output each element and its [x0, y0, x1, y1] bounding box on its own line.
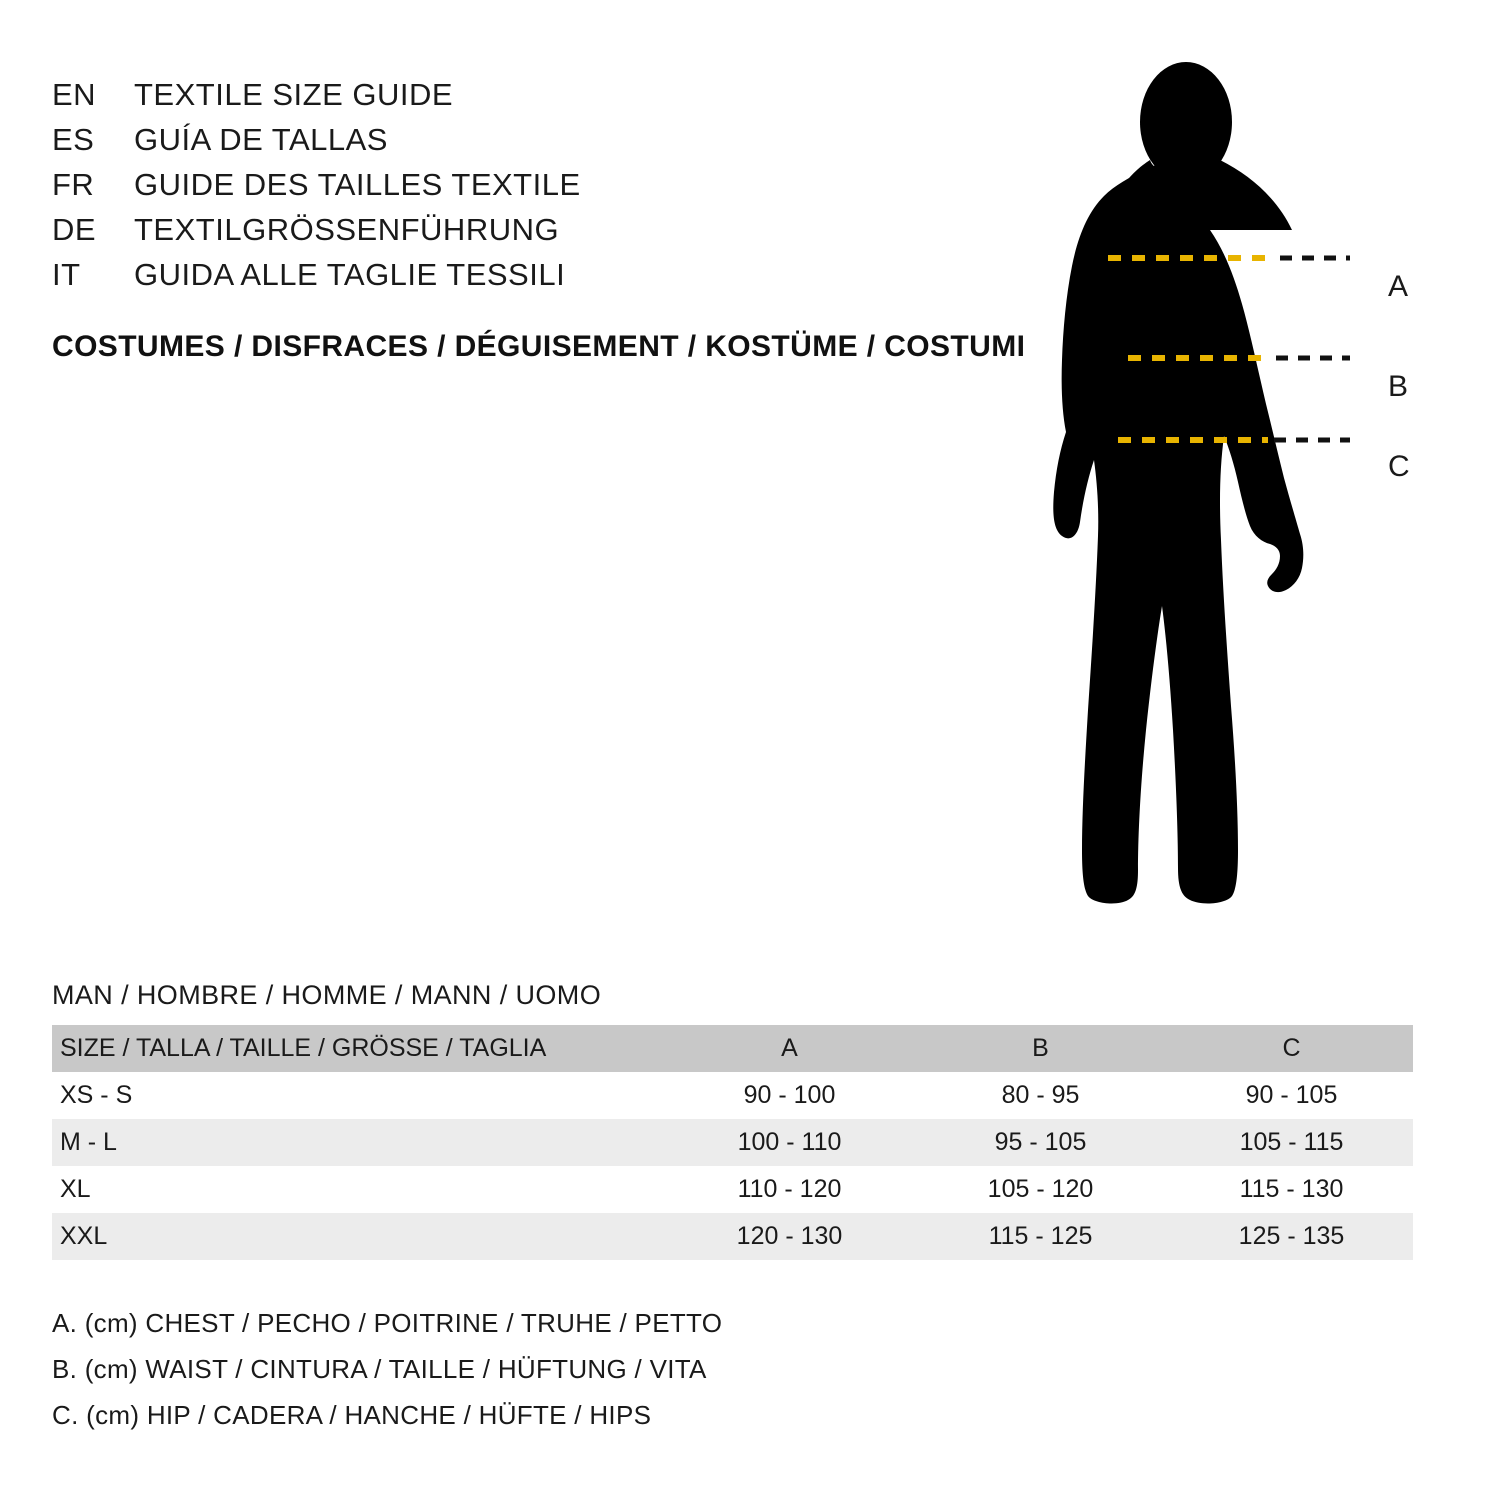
- language-row: [52, 162, 1012, 207]
- language-code: IT: [52, 257, 81, 292]
- language-title: GUÍA DE TALLAS: [134, 122, 388, 157]
- cell-c: 105 - 115: [1239, 1128, 1344, 1156]
- table-caption: MAN / HOMBRE / HOMME / MANN / UOMO: [52, 980, 602, 1010]
- cell-size: XS - S: [60, 1081, 133, 1109]
- body-figure: [1000, 30, 1460, 930]
- language-title: TEXTILE SIZE GUIDE: [134, 77, 454, 112]
- table-header-row: [52, 1025, 1413, 1072]
- language-code: EN: [52, 77, 97, 112]
- language-list: [52, 72, 1012, 297]
- table-row: [52, 1213, 1413, 1260]
- cell-b: 80 - 95: [1001, 1081, 1080, 1109]
- cell-a: 100 - 110: [737, 1128, 842, 1156]
- language-title: TEXTILGRÖSSENFÜHRUNG: [134, 212, 560, 247]
- header-c: C: [1282, 1034, 1301, 1062]
- cell-size: M - L: [60, 1128, 117, 1156]
- measurement-legend: [52, 1300, 1052, 1438]
- language-row: [52, 207, 1012, 252]
- cell-size: XXL: [60, 1222, 108, 1250]
- costumes-subtitle: COSTUMES / DISFRACES / DÉGUISEMENT / KOSTÜME / COSTUMI: [52, 330, 1026, 363]
- table-row: [52, 1072, 1413, 1119]
- header-a: A: [781, 1034, 798, 1062]
- header-b: B: [1032, 1034, 1049, 1062]
- legend-line-b: B. (cm) WAIST / CINTURA / TAILLE / HÜFTUNG / VITA: [52, 1354, 707, 1384]
- marker-label-a: A: [1388, 270, 1409, 303]
- language-title: GUIDE DES TAILLES TEXTILE: [134, 167, 581, 202]
- cell-c: 125 - 135: [1238, 1222, 1345, 1250]
- cell-size: XL: [60, 1175, 91, 1203]
- legend-line-a: A. (cm) CHEST / PECHO / POITRINE / TRUHE / PETTO: [52, 1308, 723, 1338]
- marker-label-b: B: [1388, 370, 1409, 403]
- language-row: [52, 72, 1012, 117]
- header-size: SIZE / TALLA / TAILLE / GRÖSSE / TAGLIA: [60, 1034, 547, 1062]
- cell-b: 105 - 120: [987, 1175, 1094, 1203]
- language-code: FR: [52, 167, 95, 202]
- language-title: GUIDA ALLE TAGLIE TESSILI: [134, 257, 566, 292]
- language-row: [52, 252, 1012, 297]
- table-head: [52, 1025, 1413, 1072]
- cell-b: 95 - 105: [994, 1128, 1087, 1156]
- language-code: DE: [52, 212, 97, 247]
- marker-label-c: C: [1388, 450, 1410, 483]
- cell-c: 115 - 130: [1239, 1175, 1344, 1203]
- table-body: [52, 1072, 1413, 1260]
- cell-a: 90 - 100: [743, 1081, 836, 1109]
- language-row: [52, 117, 1012, 162]
- cell-c: 90 - 105: [1245, 1081, 1338, 1109]
- cell-a: 120 - 130: [736, 1222, 843, 1250]
- cell-a: 110 - 120: [737, 1175, 842, 1203]
- table-row: [52, 1119, 1413, 1166]
- language-code: ES: [52, 122, 95, 157]
- table-row: [52, 1166, 1413, 1213]
- cell-b: 115 - 125: [988, 1222, 1093, 1250]
- size-table-section: [52, 980, 1432, 1260]
- size-table: [52, 1025, 1413, 1260]
- legend-line-c: C. (cm) HIP / CADERA / HANCHE / HÜFTE / HIPS: [52, 1400, 652, 1430]
